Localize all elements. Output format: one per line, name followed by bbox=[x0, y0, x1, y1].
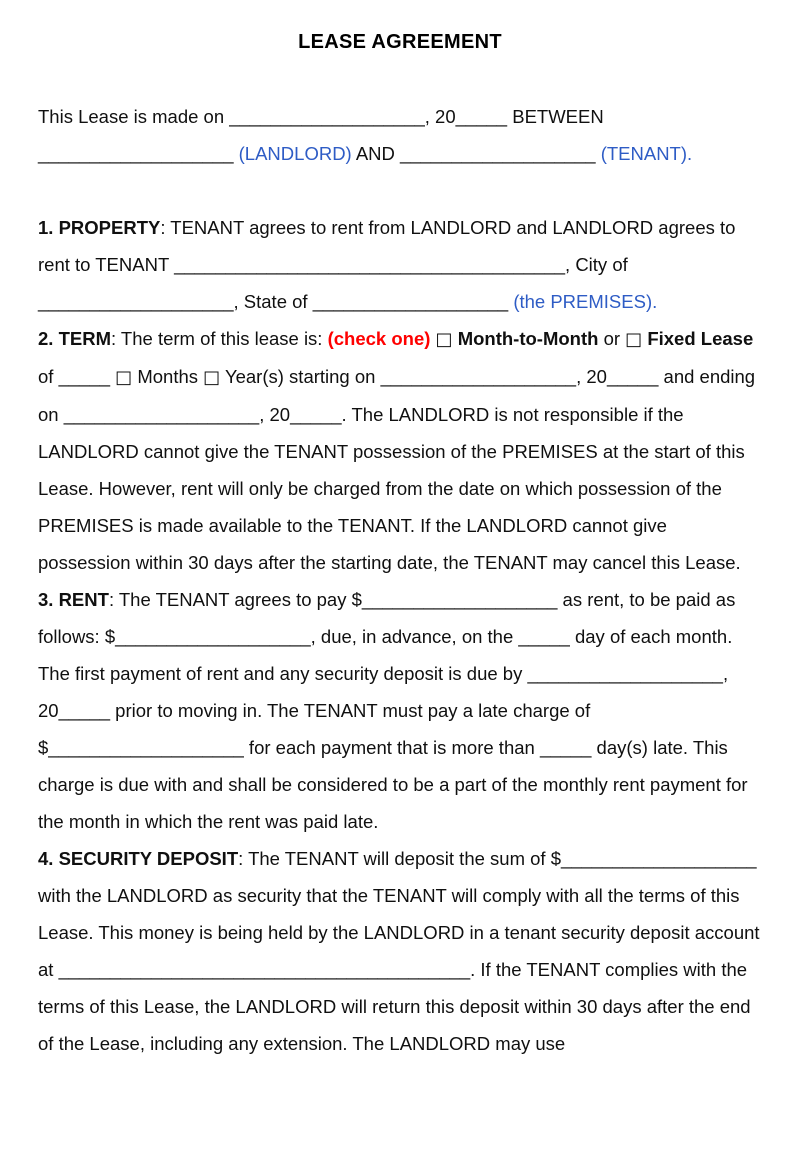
text-run: , 20 bbox=[38, 663, 729, 721]
blank-field[interactable]: ________________________________________ bbox=[58, 959, 471, 980]
blank-field[interactable]: ___________________ bbox=[229, 106, 425, 127]
text-run: $ bbox=[550, 848, 561, 869]
text-run: , State of bbox=[233, 291, 313, 312]
text-run: or bbox=[598, 328, 626, 349]
text-run: (TENANT). bbox=[600, 143, 693, 164]
text-run: of bbox=[38, 366, 59, 387]
blank-field[interactable]: _____ bbox=[539, 737, 592, 758]
text-run: , 20 bbox=[259, 404, 291, 425]
blank-field[interactable]: _____ bbox=[58, 366, 111, 387]
text-run: , 20 bbox=[424, 106, 456, 127]
text-run: Year(s) starting on bbox=[220, 366, 381, 387]
document-title: LEASE AGREEMENT bbox=[298, 31, 502, 53]
checkbox-icon[interactable]: □ bbox=[203, 367, 221, 388]
intro-paragraph bbox=[38, 98, 762, 172]
text-run: (the PREMISES). bbox=[513, 291, 658, 312]
section-security-deposit bbox=[38, 840, 762, 1062]
text-run: : The term of this lease is: bbox=[110, 328, 328, 349]
text-run: 2. TERM bbox=[38, 328, 111, 349]
text-run: : The TENANT will deposit the sum of bbox=[238, 848, 551, 869]
text-run: BETWEEN bbox=[507, 106, 604, 127]
document-body bbox=[38, 98, 762, 1062]
text-run: for each payment that is more than bbox=[243, 737, 540, 758]
text-run: . If the TENANT complies with the terms of this Lease, the LANDLORD will return this deposit within 30 days after the end of the Lease, including any extension. The LANDLORD may use bbox=[38, 959, 751, 1054]
text-run: 3. RENT bbox=[38, 589, 109, 610]
blank-field[interactable]: ___________________ bbox=[312, 291, 509, 312]
text-run: . The LANDLORD is not responsible if the LANDLORD cannot give the TENANT possession of the PREMISES at the start of this Lease. However, rent will only be charged from the date on which possession of the PREMISES is made available to the TENANT. If the LANDLORD cannot give possession within 30 days after the starting date, the TENANT may cancel this Lease. bbox=[38, 404, 745, 573]
text-run: Month-to-Month bbox=[457, 328, 599, 349]
blank-field[interactable]: ___________________ bbox=[115, 626, 311, 647]
text-run: as rent, to be paid as follows: bbox=[38, 589, 736, 647]
text-run: AND bbox=[351, 143, 401, 164]
blank-field[interactable]: ___________________ bbox=[561, 848, 757, 869]
blank-field[interactable]: _____ bbox=[290, 404, 342, 425]
text-run: prior to moving in. The TENANT must pay a late charge of bbox=[110, 700, 591, 721]
text-run: Fixed Lease bbox=[647, 328, 754, 349]
blank-field[interactable]: ___________________ bbox=[380, 366, 577, 387]
blank-field[interactable]: ___________________ bbox=[361, 589, 558, 610]
section-rent bbox=[38, 581, 762, 840]
text-run: with the LANDLORD as security that the TENANT will comply with all the terms of this Lease. This money is being held by the LANDLORD in a tenant security deposit account at bbox=[38, 885, 760, 980]
blank-field[interactable]: ___________________ bbox=[38, 291, 234, 312]
text-run: and ending on bbox=[38, 366, 756, 425]
text-run: $ bbox=[351, 589, 362, 610]
section-term bbox=[38, 320, 762, 581]
blank-field[interactable]: ___________________ bbox=[63, 404, 260, 425]
text-run: (LANDLORD) bbox=[238, 143, 352, 164]
text-run: , 20 bbox=[576, 366, 607, 387]
text-run: day(s) late. This charge is due with and shall be considered to be a part of the monthly rent payment for the month in which the rent was paid late. bbox=[38, 737, 748, 832]
text-run: (check one) bbox=[327, 328, 431, 349]
text-run: : The TENANT agrees to pay bbox=[108, 589, 352, 610]
blank-field[interactable]: _____ bbox=[58, 700, 111, 721]
blank-field[interactable]: ___________________ bbox=[400, 143, 596, 164]
blank-field[interactable]: _____ bbox=[518, 626, 570, 647]
blank-field[interactable]: _____ bbox=[455, 106, 508, 127]
blank-field[interactable]: ___________________ bbox=[527, 663, 723, 684]
blank-field[interactable]: ___________________ bbox=[38, 143, 234, 164]
text-run: day of each month. The first payment of rent and any security deposit is due by bbox=[38, 626, 733, 684]
blank-field[interactable]: ___________________ bbox=[48, 737, 244, 758]
text-run: : TENANT agrees to rent from LANDLORD and LANDLORD agrees to rent to TENANT bbox=[38, 217, 736, 275]
blank-field[interactable]: ______________________________________ bbox=[174, 254, 566, 275]
checkbox-icon[interactable]: □ bbox=[115, 367, 133, 388]
text-run: , due, in advance, on the bbox=[310, 626, 519, 647]
section-property bbox=[38, 209, 762, 320]
text-run: , City of bbox=[565, 254, 628, 275]
text-run: $ bbox=[104, 626, 116, 647]
text-run: Months bbox=[132, 366, 204, 387]
text-run: This Lease is made on bbox=[38, 106, 230, 127]
text-run: $ bbox=[38, 737, 49, 758]
checkbox-icon[interactable]: □ bbox=[435, 329, 453, 350]
blank-field[interactable]: _____ bbox=[606, 366, 659, 387]
text-run: 4. SECURITY DEPOSIT bbox=[38, 848, 239, 869]
text-run: 1. PROPERTY bbox=[38, 217, 161, 238]
checkbox-icon[interactable]: □ bbox=[625, 329, 643, 350]
